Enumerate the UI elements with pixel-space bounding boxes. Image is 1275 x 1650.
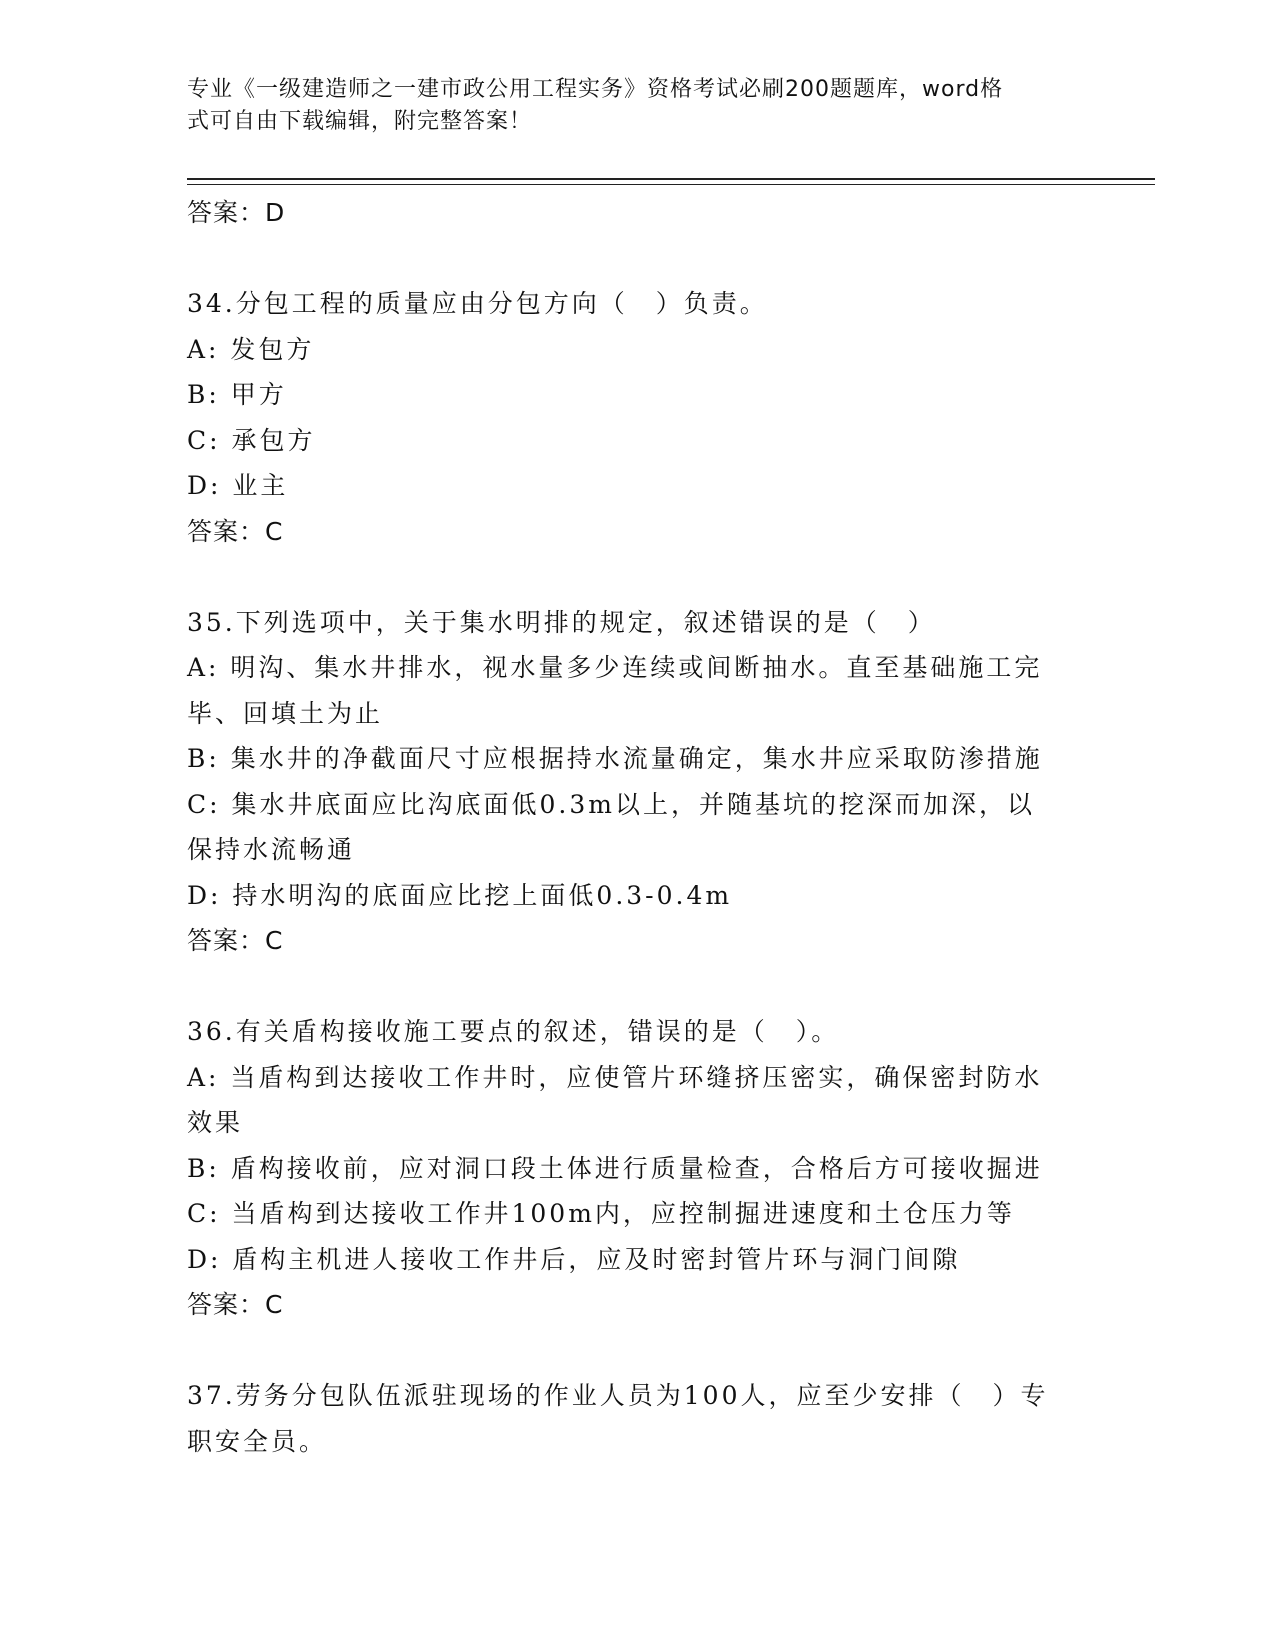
option-line: D: 业主 <box>187 471 289 500</box>
answer-line: 答案：C <box>187 516 284 546</box>
header-line-2: 式可自由下载编辑，附完整答案！ <box>187 109 533 134</box>
header-divider-thick <box>187 178 1155 180</box>
question-list <box>187 190 1087 1464</box>
question-spacer <box>187 964 1087 1010</box>
option-line: B: 盾构接收前，应对洞口段土体进行质量检查，合格后方可接收掘进 <box>187 1153 1043 1183</box>
option-line: C: 集水井底面应比沟底面低0.3m以上，并随基坑的挖深而加深，以 <box>187 789 1035 819</box>
question-stem-line: 36.有关盾构接收施工要点的叙述，错误的是（ ）。 <box>187 1017 840 1046</box>
option-line: D: 盾构主机进人接收工作井后，应及时密封管片环与洞门间隙 <box>187 1244 961 1274</box>
header-line-1: 专业《一级建造师之一建市政公用工程实务》资格考试必刷200题题库，word格 <box>187 77 1004 102</box>
option-line: B: 集水井的净截面尺寸应根据持水流量确定，集水井应采取防渗措施 <box>187 744 1043 773</box>
question-stem-line: 职安全员。 <box>187 1426 328 1456</box>
question-spacer <box>187 236 1087 282</box>
option-line: 保持水流畅通 <box>187 835 356 864</box>
header-divider-thin <box>187 184 1155 185</box>
option-line: A: 发包方 <box>187 334 315 364</box>
option-line: 毕、回填土为止 <box>187 698 384 728</box>
option-line: C: 承包方 <box>187 425 316 455</box>
question-block <box>187 1373 1087 1464</box>
question-spacer <box>187 1328 1087 1374</box>
question-block <box>187 600 1087 964</box>
question-spacer <box>187 554 1087 600</box>
answer-line: 答案：C <box>187 1290 284 1319</box>
option-line: 效果 <box>187 1108 244 1137</box>
question-block <box>187 1009 1087 1328</box>
option-line: D: 持水明沟的底面应比挖上面低0.3-0.4m <box>187 880 733 910</box>
document-header <box>187 74 1077 138</box>
option-line: A: 当盾构到达接收工作井时，应使管片环缝挤压密实，确保密封防水 <box>187 1062 1043 1092</box>
question-block <box>187 281 1087 554</box>
option-line: B: 甲方 <box>187 380 287 409</box>
question-stem-line: 35.下列选项中，关于集水明排的规定，叙述错误的是（ ） <box>187 607 936 637</box>
previous-answer: 答案：D <box>187 198 286 227</box>
question-stem-line: 37.劳务分包队伍派驻现场的作业人员为100人，应至少安排（ ）专 <box>187 1381 1049 1410</box>
option-line: A: 明沟、集水井排水，视水量多少连续或间断抽水。直至基础施工完 <box>187 653 1043 682</box>
question-stem-line: 34.分包工程的质量应由分包方向（ ）负责。 <box>187 289 768 318</box>
option-line: C: 当盾构到达接收工作井100m内，应控制掘进速度和土仓压力等 <box>187 1199 1015 1228</box>
answer-line: 答案：C <box>187 926 284 955</box>
